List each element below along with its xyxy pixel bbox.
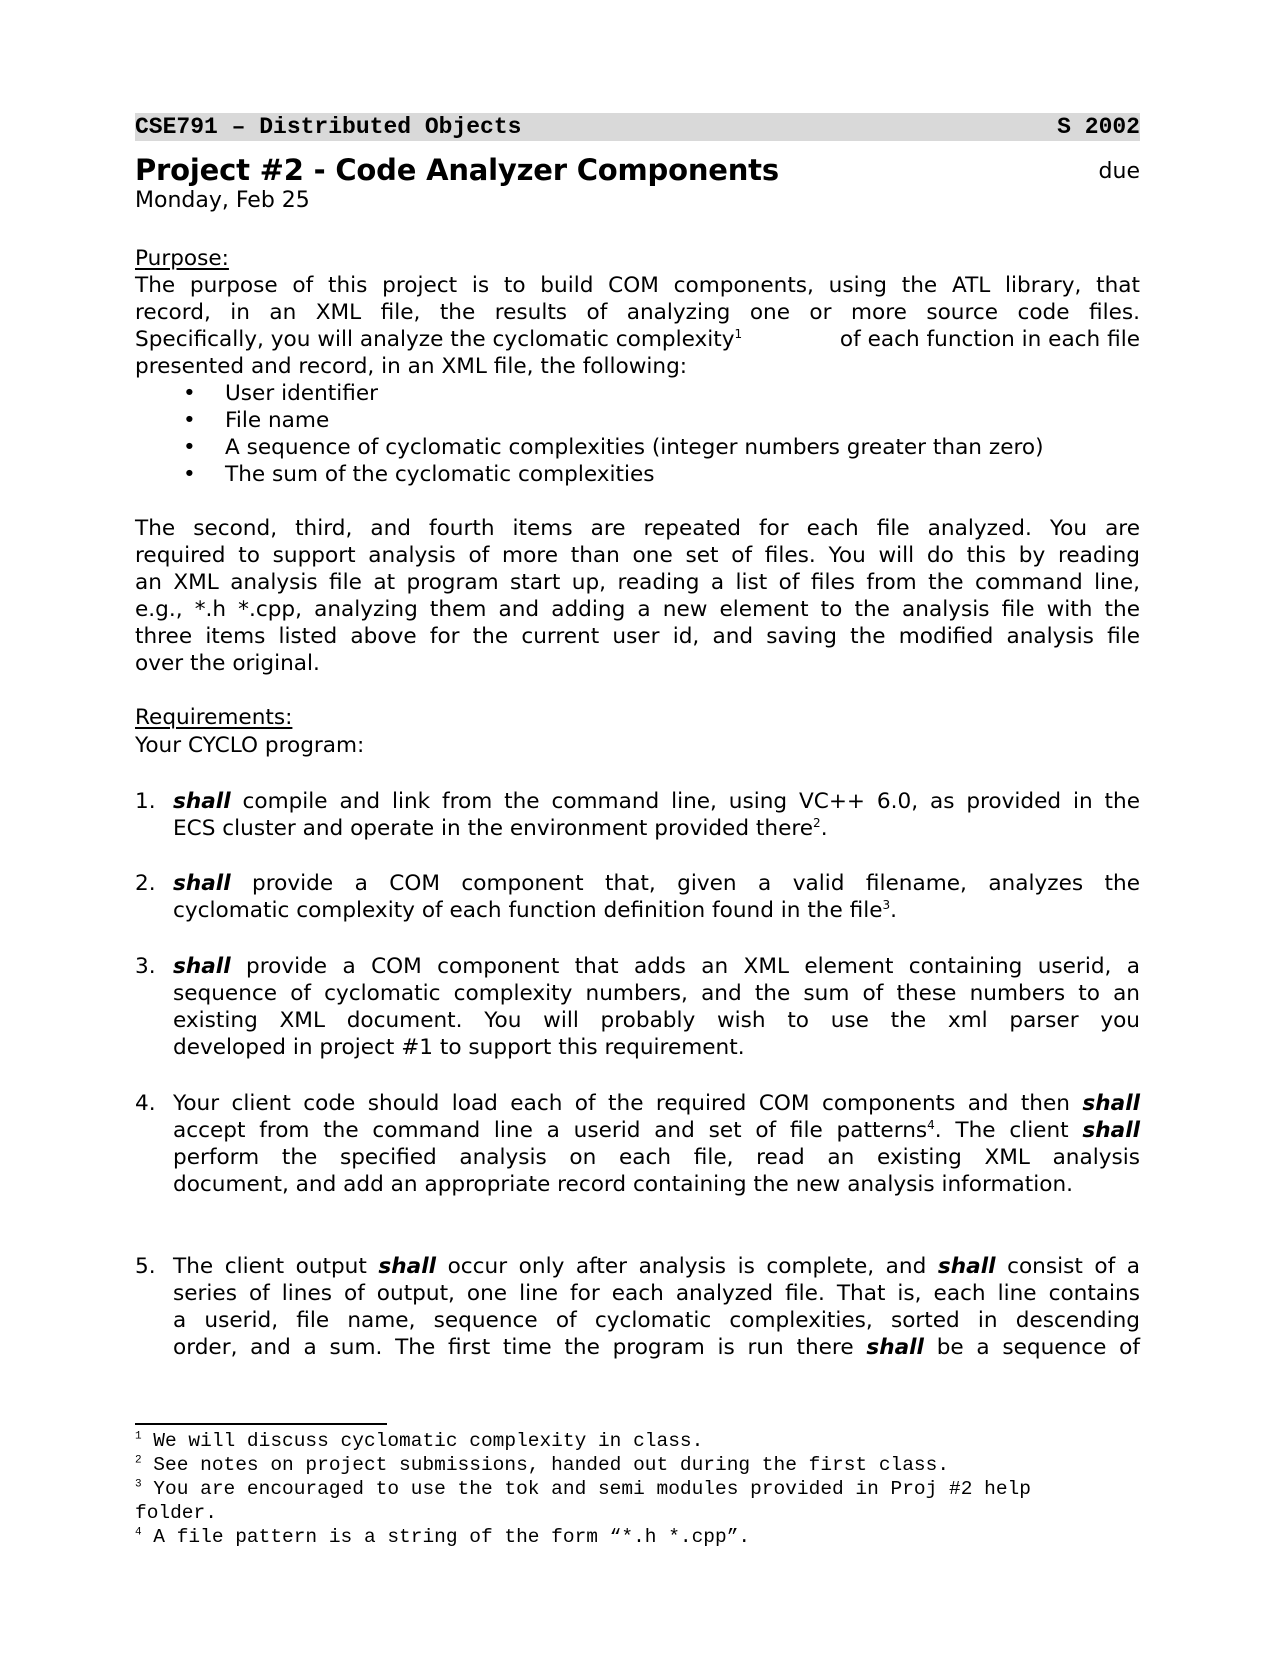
purpose-line: The purpose of this project is to build COM components, using the ATL library, that: [135, 273, 1140, 298]
page-title: Project #2 - Code Analyzer Components: [135, 153, 779, 187]
footnote-text: We will discuss cyclomatic complexity in class.: [141, 1430, 704, 1452]
requirement-text: . The client: [934, 1118, 1083, 1143]
shall-keyword: shall: [937, 1254, 996, 1279]
footnote-number: 4: [135, 1526, 142, 1539]
footnote-ref[interactable]: 3: [882, 897, 891, 912]
requirement-line: [173, 1334, 1140, 1361]
paragraph-line: required to support analysis of more than one set of files. You will do this by reading: [135, 543, 1140, 568]
item-number: 2.: [135, 871, 156, 896]
bullet-icon: •: [183, 435, 196, 460]
paragraph-line: over the original.: [135, 651, 320, 676]
paragraph-line: The second, third, and fourth items are repeated for each file analyzed. You are: [135, 516, 1140, 541]
item-number: 4.: [135, 1091, 156, 1116]
paragraph-line: e.g., *.h *.cpp, analyzing them and adding a new element to the analysis file with the: [135, 597, 1140, 622]
requirement-line: [173, 788, 1140, 815]
shall-keyword: shall: [1082, 1118, 1140, 1143]
requirement-text: consist of a: [995, 1254, 1140, 1279]
bullet-icon: •: [183, 408, 196, 433]
requirement-text: compile and link from the command line, using VC++ 6.0, as provided in the: [230, 789, 1140, 814]
paragraph-line: an XML analysis file at program start up, reading a list of files from the command line,: [135, 570, 1140, 595]
item-number: 1.: [135, 789, 156, 814]
list-item: User identifier: [225, 381, 378, 406]
purpose-text: Specifically, you will analyze the cyclomatic complexity: [135, 327, 735, 352]
purpose-line: record, in an XML file, the results of analyzing one or more source code files.: [135, 300, 1140, 325]
requirement-line: existing XML document. You will probably wish to use the xml parser you: [173, 1008, 1140, 1033]
bullet-icon: •: [183, 462, 196, 487]
footnote-ref[interactable]: 1: [734, 326, 743, 341]
footnote: [135, 1453, 949, 1477]
shall-keyword: shall: [378, 1254, 437, 1279]
requirement-line: document, and add an appropriate record containing the new analysis information.: [173, 1172, 1073, 1197]
shall-keyword: shall: [173, 954, 231, 979]
requirement-line: [173, 1090, 1140, 1117]
requirement-text: .: [890, 898, 898, 923]
shall-keyword: shall: [1082, 1091, 1140, 1116]
list-item: A sequence of cyclomatic complexities (integer numbers greater than zero): [225, 435, 1044, 460]
requirement-line: [173, 1117, 1140, 1144]
term: S 2002: [1057, 114, 1140, 140]
requirement-line: sequence of cyclomatic complexity numbers, and the sum of these numbers to an: [173, 981, 1140, 1006]
requirement-line: [173, 897, 1140, 924]
requirement-line: series of lines of output, one line for each analyzed file. That is, each line contains: [173, 1281, 1140, 1306]
requirement-text: cyclomatic complexity of each function definition found in the file: [173, 898, 883, 923]
footnote: [135, 1477, 1031, 1501]
footnote-ref[interactable]: 4: [927, 1117, 935, 1132]
paragraph-line: three items listed above for the current user id, and saving the modified analysis file: [135, 624, 1140, 649]
purpose-heading: Purpose:: [135, 246, 229, 271]
course-name: CSE791 – Distributed Objects: [135, 114, 522, 140]
footnote-continuation: folder.: [135, 1502, 217, 1524]
requirement-line: [173, 953, 1140, 980]
footnote-separator: [135, 1423, 387, 1425]
item-number: 5.: [135, 1254, 156, 1279]
shall-keyword: shall: [173, 789, 231, 814]
requirement-text: order, and a sum. The first time the program is run there: [173, 1335, 867, 1360]
footnote-number: 2: [135, 1454, 142, 1467]
purpose-line: [135, 326, 1140, 353]
requirement-text: .: [820, 816, 828, 841]
footnote-text: You are encouraged to use the tok and semi modules provided in Proj #2 help: [141, 1478, 1031, 1500]
requirement-text: Your client code should load each of the required COM components and then: [173, 1091, 1083, 1116]
requirement-text: be a sequence of: [923, 1335, 1140, 1360]
footnote: [135, 1429, 703, 1453]
requirement-line: [173, 1253, 1140, 1280]
due-label: due: [1098, 159, 1140, 184]
footnote-text: A file pattern is a string of the form “*.h *.cpp”.: [141, 1526, 751, 1548]
requirement-text: The client output: [173, 1254, 379, 1279]
requirement-line: developed in project #1 to support this requirement.: [173, 1035, 745, 1060]
footnote-number: 3: [135, 1478, 142, 1491]
purpose-line: presented and record, in an XML file, the following:: [135, 354, 688, 379]
requirement-text: occur only after analysis is complete, and: [436, 1254, 938, 1279]
requirement-text: accept from the command line a userid and set of file patterns: [173, 1118, 928, 1143]
requirement-text: ECS cluster and operate in the environment provided there: [173, 816, 814, 841]
requirement-line: a userid, file name, sequence of cyclomatic complexities, sorted in descending: [173, 1308, 1140, 1333]
requirement-text: provide a COM component that adds an XML element containing userid, a: [230, 954, 1140, 979]
bullet-icon: •: [183, 381, 196, 406]
requirement-line: perform the specified analysis on each file, read an existing XML analysis: [173, 1145, 1140, 1170]
course-header-bar: [135, 113, 1140, 141]
footnote-text: See notes on project submissions, handed out during the first class.: [141, 1454, 950, 1476]
title-row: [135, 152, 1140, 188]
footnote: [135, 1525, 750, 1549]
shall-keyword: shall: [173, 871, 231, 896]
purpose-text: of each function in each file: [839, 327, 1140, 352]
shall-keyword: shall: [866, 1335, 924, 1360]
requirement-line: [173, 815, 1140, 842]
list-item: The sum of the cyclomatic complexities: [225, 462, 655, 487]
footnote-number: 1: [135, 1430, 142, 1443]
list-item: File name: [225, 408, 330, 433]
requirement-line: [173, 870, 1140, 897]
requirements-heading: Requirements:: [135, 705, 293, 730]
item-number: 3.: [135, 954, 156, 979]
requirement-text: provide a COM component that, given a valid filename, analyzes the: [230, 871, 1140, 896]
requirements-intro: Your CYCLO program:: [135, 733, 365, 758]
due-date: Monday, Feb 25: [135, 188, 310, 213]
footnote-ref[interactable]: 2: [813, 815, 821, 830]
